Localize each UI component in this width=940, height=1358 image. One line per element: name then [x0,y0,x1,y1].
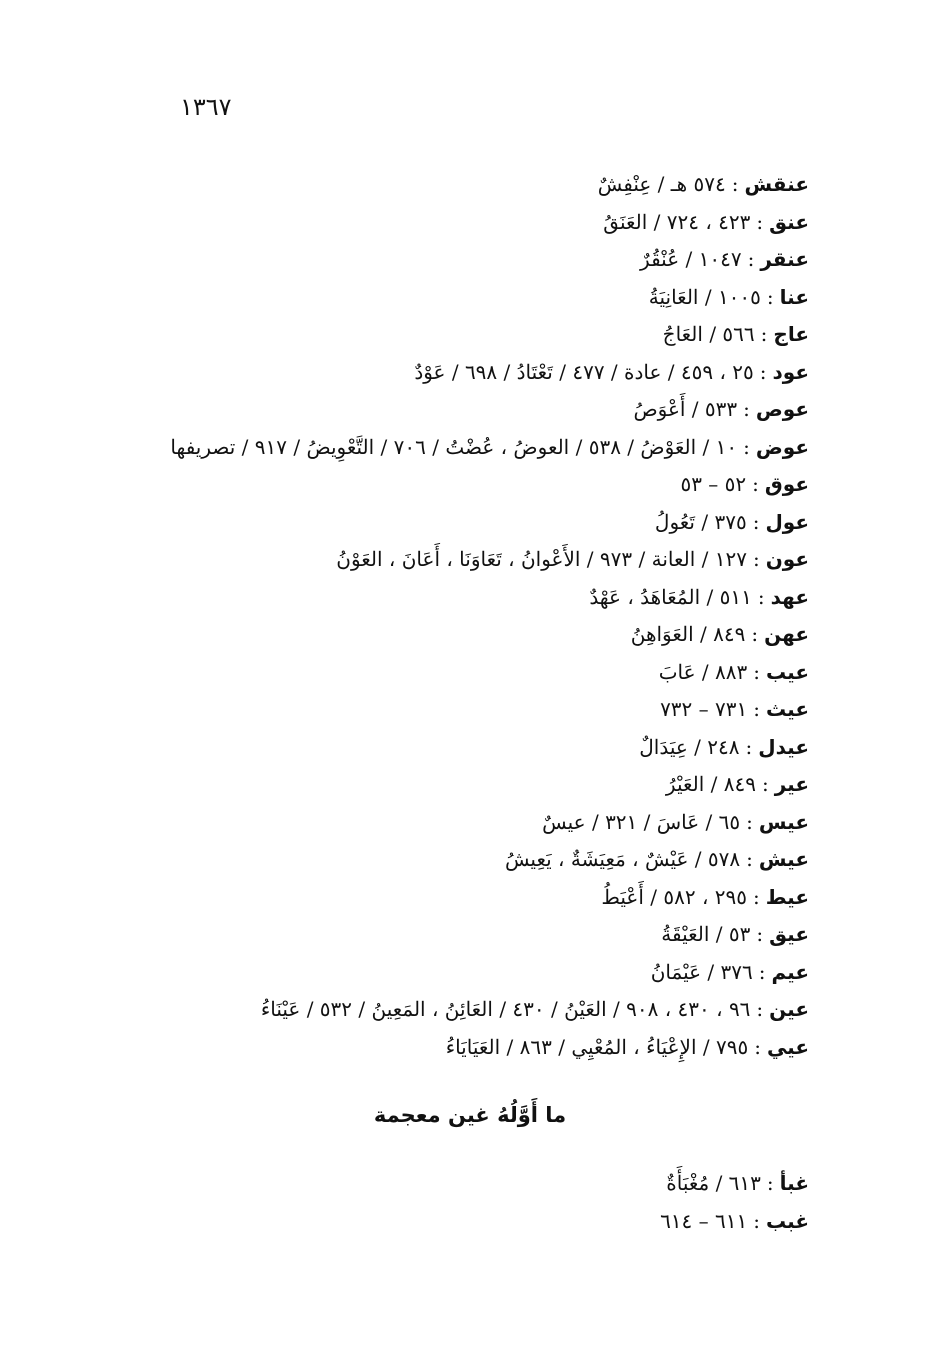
index-entry [109,691,809,729]
entry-root: عيط [765,884,809,909]
entry-references: ٨٤٩ / العَيْرُ [665,772,756,796]
entry-references: ١٠ / العَوْضُ / ٥٣٨ / العوضُ ، عُضْتُ / ٧٠٦ / التَّعْوِيضُ / ٩١٧ / تصريفها [170,434,738,459]
entry-separator: : [752,547,760,571]
entry-root: عنقر [760,247,809,271]
entry-separator: : [754,1034,761,1059]
index-entry [109,916,809,954]
entry-root: عيب [766,659,809,684]
entry-root: عهد [770,584,809,609]
index-entry [109,279,809,317]
index-list-ghayn [109,1165,809,1240]
entry-separator: : [731,172,739,196]
entry-references: ١٠٠٥ / العَانِيَةُ [648,284,761,309]
entry-references: ٧٣١ – ٧٣٢ [660,697,748,721]
index-entry [109,391,809,429]
entry-references: ٥٧٤ هـ / عِنْفِشٌ [597,172,726,196]
entry-separator: : [753,1208,760,1233]
page-number: ١٣٦٧ [180,93,232,121]
entry-separator: : [759,359,767,384]
entry-root: عود [772,359,809,384]
entry-separator: : [761,772,769,796]
index-entry [109,316,809,354]
entry-root: عير [774,772,809,796]
index-entry [109,429,809,467]
entry-separator: : [766,1171,774,1195]
entry-references: ٦١٣ / مُغْبَأَةٌ [666,1171,761,1195]
entry-separator: : [746,809,753,834]
entry-separator: : [752,509,760,534]
index-entry [109,354,809,392]
entry-separator: : [760,322,768,346]
entry-separator: : [753,697,760,721]
entry-references: ١٠٤٧ / عُنْقُرٌ [640,247,742,271]
entry-separator: : [756,209,764,234]
index-entry [109,466,809,504]
entry-separator: : [745,734,753,759]
entry-root: عوق [764,472,809,496]
entry-references: ٦١١ – ٦١٤ [660,1208,748,1233]
entry-references: ٥٦٦ / العَاجُ [662,322,755,346]
entry-root: عيس [758,809,809,834]
entry-references: ٨٨٣ / عَابَ [658,659,748,684]
index-entry [109,1203,809,1241]
entry-separator: : [753,659,760,684]
entry-references: ٧٩٥ / الإِعْيَاءُ ، المُعْيِي / ٨٦٣ / العَيَايَاءُ [445,1034,749,1059]
index-entry [109,954,809,992]
index-entry [109,879,809,917]
index-list [109,166,809,1066]
entry-root: غبب [766,1208,809,1233]
index-entry [109,504,809,542]
index-entry [109,579,809,617]
entry-root: عيث [766,697,809,721]
entry-root: عيم [771,959,809,984]
entry-references: ٢٥ ، ٤٥٩ / عادة / ٤٧٧ / تَعْتَادُ / ٦٩٨ / عَوْدٌ [414,359,754,384]
entry-references: ٤٢٣ ، ٧٢٤ / العَنَقُ [603,209,751,234]
entry-root: عهن [764,622,809,646]
entry-references: ٣٧٦ / عَيْمَانُ [650,959,753,984]
entry-references: ١٢٧ / العانة / ٩٧٣ / الأَعْوانُ ، تَعَاوَنَا ، أَعَانَ ، العَوْنُ [336,547,747,571]
index-entry [109,1029,809,1067]
index-entry [109,766,809,804]
entry-references: ٥٣٣ / أَعْوَصُ [633,397,738,421]
entry-separator: : [756,997,764,1021]
entry-root: عين [769,997,809,1021]
index-entry [109,204,809,242]
entry-separator: : [753,884,760,909]
index-entry [109,804,809,842]
entry-separator: : [747,247,755,271]
entry-separator: : [758,959,766,984]
entry-root: عاج [773,322,809,346]
entry-root: عيي [766,1034,809,1059]
index-entry [109,729,809,767]
entry-separator: : [746,847,753,871]
section-heading: ما أَوَّلُهُ غين معجمة [373,1103,567,1127]
index-entry [109,654,809,692]
index-entry [109,541,809,579]
entry-references: ٩٦ ، ٤٣٠ ، ٩٠٨ / العَيْنُ / ٤٣٠ / العَائِنُ ، المَعِينُ / ٥٣٢ / عَيْنَاءُ [260,997,751,1021]
entry-separator: : [743,434,750,459]
entry-root: عول [765,509,809,534]
entry-references: ٥١١ / المُعَاهَدُ ، عَهْدٌ [589,584,752,609]
entry-root: عنا [779,284,809,309]
entry-references: ٥٧٨ / عَيْشٌ ، مَعِيَشَةٌ ، يَعِيشُ [504,847,741,871]
entry-root: عنق [769,209,809,234]
entry-root: عيق [769,922,809,946]
entry-separator: : [751,622,759,646]
entry-references: ٢٩٥ ، ٥٨٢ / أَعْيَطُ [601,884,747,909]
entry-references: ٥٢ – ٥٣ [680,472,747,496]
entry-separator: : [756,922,764,946]
entry-separator: : [743,397,750,421]
index-entry [109,1165,809,1203]
entry-root: عيش [758,847,809,871]
entry-root: عيدل [758,734,809,759]
index-entry [109,841,809,879]
entry-root: عون [765,547,809,571]
entry-separator: : [766,284,774,309]
entry-root: عوص [755,397,809,421]
index-entry [109,241,809,279]
entry-root: عنقش [744,172,809,196]
entry-separator: : [752,472,759,496]
entry-root: غبأ [779,1171,809,1195]
entry-references: ٨٤٩ / العَوَاهِنُ [630,622,746,646]
index-entry [109,991,809,1029]
entry-references: ٢٤٨ / عِيَدَالٌ [639,734,740,759]
entry-references: ٦٥ / عَاسَ / ٣٢١ / عيسٌ [542,809,741,834]
index-entry [109,616,809,654]
entry-root: عوض [755,434,809,459]
entry-references: ٥٣ / العَيْقَةُ [661,922,751,946]
index-entry [109,166,809,204]
entry-separator: : [757,584,765,609]
entry-references: ٣٧٥ / تَعُولُ [654,509,747,534]
